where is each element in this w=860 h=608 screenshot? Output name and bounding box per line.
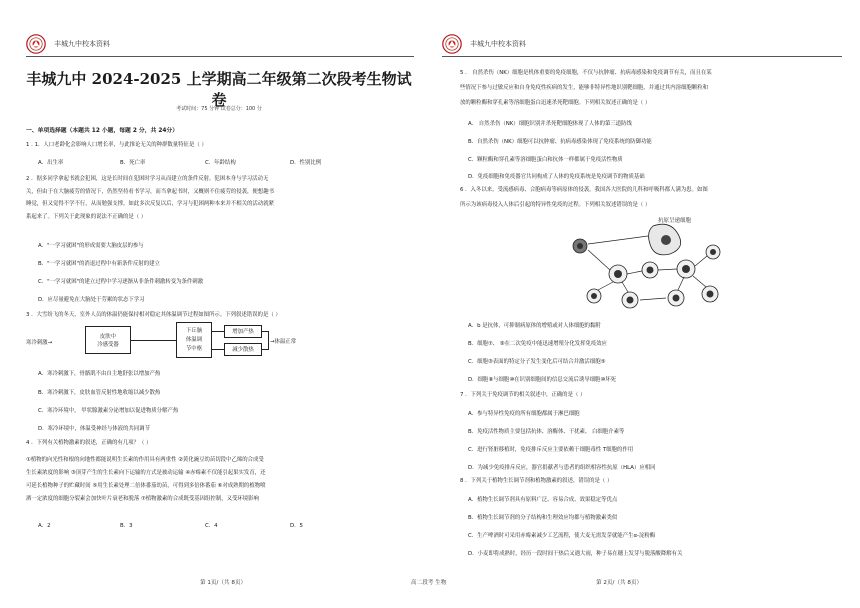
option-a: A．"一学习就困"的形成需要大脑皮层的参与 <box>38 243 144 249</box>
question-line: 睡觉，但又觉得不学不行，从而勉强支撑。如此多次反复以后，学习与犯困两种本来并不相关的活动就紧 <box>26 201 274 207</box>
question-5 <box>460 66 845 111</box>
flow-receptor-line: 皮肤中 <box>99 334 117 340</box>
question-4-stem <box>26 437 151 450</box>
option-a: A． 自然杀伤（NK）细胞识别并杀死靶细胞体现了人体的第三道防线 <box>468 121 632 127</box>
page-header <box>442 34 842 54</box>
flow-arrow <box>212 331 224 332</box>
option-a: A．寒冷刺激下，骨骼肌不由自主地舒张以增加产热 <box>38 371 161 377</box>
question-line: 所示为该病毒侵入人体后引起的特异性免疫的过程。下列相关叙述错误的是（ ） <box>460 202 651 208</box>
option-c: C．"一学习就困"的建立过程中学习逐渐从非条件刺激转变为条件刺激 <box>38 279 204 285</box>
flow-arrow <box>212 349 224 350</box>
question-8 <box>460 475 612 488</box>
option-d: D．为减少免疫排斥反应，器官捐献者与患者的组织相容性抗原（HLA）应相同 <box>468 465 656 471</box>
flow-arrow <box>131 340 176 341</box>
flow-center-box <box>176 322 212 358</box>
option-b: B．免疫活性物质主要包括抗体、溶酶体、干扰素、 白细胞介素等 <box>468 429 625 435</box>
option-a: A．2 <box>38 523 51 529</box>
page-header <box>26 34 414 54</box>
option-c: C．4 <box>205 523 218 529</box>
school-name: 丰城九中校本资料 <box>54 40 110 48</box>
option-d: D．性别比例 <box>290 160 322 166</box>
virus-icon <box>573 239 587 253</box>
question-stem: 1 . 1．人口老龄化会影响人口增长率，与此推论无关的种群数量特征是（ ） <box>26 142 207 148</box>
option-c: C．颗粒酶和穿孔素等溶细胞蛋白和抗体一样都属于免疫活性物质 <box>468 157 623 163</box>
option-c: C．进行肾脏移植时，免疫排斥反应主要依赖于细胞毒性 T细胞的作用 <box>468 447 634 453</box>
option-b: B．细胞⑦、 ⑨在二次免疫中能迅速增殖分化发挥免疫效应 <box>468 341 608 347</box>
school-seal-icon <box>442 34 462 54</box>
option-b: B．死亡率 <box>120 160 146 166</box>
option-a: A．植物生长调节剂具有原料广泛、容易合成、效果稳定等优点 <box>468 497 618 503</box>
question-1 <box>26 139 207 152</box>
flow-result: →体温正常 <box>270 339 297 345</box>
question-3 <box>26 309 281 322</box>
question-line: 2 ．据多同学拿起书就会犯困，这是长时间在犯困时学习从而建立的条件反射。犯困本身与学习活动无 <box>26 176 269 182</box>
flow-effect-heat-loss: 减少散热 <box>224 343 262 356</box>
question-7 <box>460 389 585 402</box>
option-d: D．应尽量避免在大脑处于劳累的状态下学习 <box>38 297 145 303</box>
option-d: D．细胞⑧与细胞⑩在识别细胞间的信息交流后诱导细胞⑩坏死 <box>468 377 617 383</box>
exam-title: 丰城九中 2024-2025 上学期高二年级第二次段考生物试卷 <box>26 70 412 109</box>
header-divider <box>442 56 842 57</box>
flow-cold-stimulus: 寒冷刺激→ <box>26 340 53 346</box>
school-seal-icon <box>26 34 46 54</box>
flow-center-line: 节中枢 <box>185 346 203 352</box>
option-b: B．植物生长调节剂的分子结构和生理效应均都与植物激素类似 <box>468 515 618 521</box>
option-a: A．出生率 <box>38 160 64 166</box>
option-d: D．寒冷环境中，体温受神经与体液的共同调节 <box>38 426 150 432</box>
option-b: B．3 <box>120 523 133 529</box>
apc-label: 抗原呈递细胞 <box>658 218 692 224</box>
flow-effect-heat-production: 增加产热 <box>224 325 262 338</box>
flow-center-line: 下丘脑 <box>185 328 203 334</box>
subject-label: 高二段考 生物 <box>411 580 447 586</box>
school-name: 丰城九中校本资料 <box>470 40 526 48</box>
question-stem: 3 ．大雪纷飞的冬天，室外人员的体温仍能保持相对稳定其体温调节过程如图所示。下列叙述错误的是（ ） <box>26 312 281 318</box>
option-a: A．参与特异性免疫的所有细胞都属于淋巴细胞 <box>468 411 580 417</box>
option-d: D．小麦即将成熟时，经历一段时间干热后又遇大雨，种子易在穗上发芽与脱落酸降解有关 <box>468 551 683 557</box>
option-b: B．寒冷刺激下，皮肤血管反射性地收缩以减少散热 <box>38 390 161 396</box>
question-line: 生长素浓度的影响 ③顶芽产生的生长素向下运输的方式是被动运输 ④赤霉素不仅能引起果实发育，还 <box>26 470 266 476</box>
page-number: 第 1页/（共 8页） <box>200 580 247 586</box>
option-c: C．生产啤酒时可采用赤霉素减少工艺流程，使大麦无需发芽就能产生α-淀粉酶 <box>468 533 656 539</box>
question-4 <box>26 454 416 506</box>
page-number: 第 2页/（共 8页） <box>596 580 643 586</box>
option-c: C．细胞③表面的特定分子发生变化后可结合并激活细胞⑤ <box>468 359 606 365</box>
question-stem: 7 ．下列关于免疫调节的相关叙述中，正确的是（ ） <box>460 392 586 398</box>
question-line: 6 ．入冬以来，受流感病毒、合胞病毒等病原体的侵袭，我国各大医院的儿科和呼吸科都人满为患。如图 <box>460 187 708 193</box>
question-line: ①植物的向光性和根的向地性都能说明生长素的作用具有两重性 ②黄化豌豆幼苗切段中乙烯的合成受 <box>26 457 264 463</box>
flow-bracket <box>268 331 269 350</box>
flow-receptor-box <box>85 326 131 354</box>
option-b: B．"一学习就困"的消退过程中有新条件反射的建立 <box>38 261 160 267</box>
question-line: 放的颗粒酶和穿孔素等溶细胞蛋白迅速杀死靶细胞。下列相关叙述正确的是（ ） <box>460 100 651 106</box>
question-line: 些情况下参与过敏反应和自身免疫性疾病的发生，能够非特异性地识别靶细胞，并通过其内溶细胞颗粒和 <box>460 85 708 91</box>
option-c: C．年龄结构 <box>205 160 236 166</box>
question-stem: 8 ．下列关于植物生长调节剂和植物激素的叙述，错误的是（ ） <box>460 478 613 484</box>
question-line: 洒一定浓度的细胞分裂素会加快叶片衰老和脱落 ⑦植物激素的合成既受基因组控制，又受环境影响 <box>26 496 259 502</box>
header-divider <box>26 56 414 57</box>
antigen-presenting-cell-icon <box>649 224 681 255</box>
option-b: B．自然杀伤（NK）细胞可以抗肿瘤、抗病毒感染体现了免疫系统的防御功能 <box>468 139 652 145</box>
flow-receptor-line: 冷感受器 <box>97 342 119 348</box>
question-2 <box>26 173 416 223</box>
exam-info: 考试时间：75 分钟 试卷总分：100 分 <box>176 106 262 112</box>
immune-cell-icons <box>587 245 720 308</box>
question-line: 可延长植物种子的贮藏时间 ⑤用生长素处理二倍体番茄幼苗，可得到多倍体番茄 ⑥对成熟期的植物喷 <box>26 483 266 489</box>
option-d: D．免疫细胞和免疫器官共同构成了人体的免疫系统是免疫调节的物质基础 <box>468 174 645 180</box>
question-line: 关，但由于在大脑疲劳的情况下，仍然坚持看书学习，而当拿起书时，又概则不住疲劳的侵袭，便想趣书 <box>26 188 274 195</box>
question-line: 系起来了。下列关于此现象的说法不正确的是（ ） <box>26 213 147 220</box>
question-6 <box>460 183 845 213</box>
right-page <box>430 0 860 608</box>
section-title: 一、单项选择题（本题共 12 小题，每题 2 分，共 24分） <box>26 128 178 134</box>
option-c: C．寒冷环境中， 甲状腺激素分泌增加以促进物质分解产热 <box>38 408 179 414</box>
flow-center-line: 体温调 <box>185 337 203 343</box>
immune-response-diagram <box>558 214 734 312</box>
option-a: A．b 是抗体，可抑制病原体的增殖或对人体细胞的黏附 <box>468 323 601 329</box>
question-stem: 4 ．下列有关植物激素的叙述，正确的有几项？（ ） <box>26 440 152 446</box>
question-line: 5 ． 自然杀伤（NK）细胞是机体重要的免疫细胞，不仅与抗肿瘤、抗病毒感染和免疫调节有关，而且在某 <box>460 70 712 76</box>
option-d: D．5 <box>290 523 303 529</box>
